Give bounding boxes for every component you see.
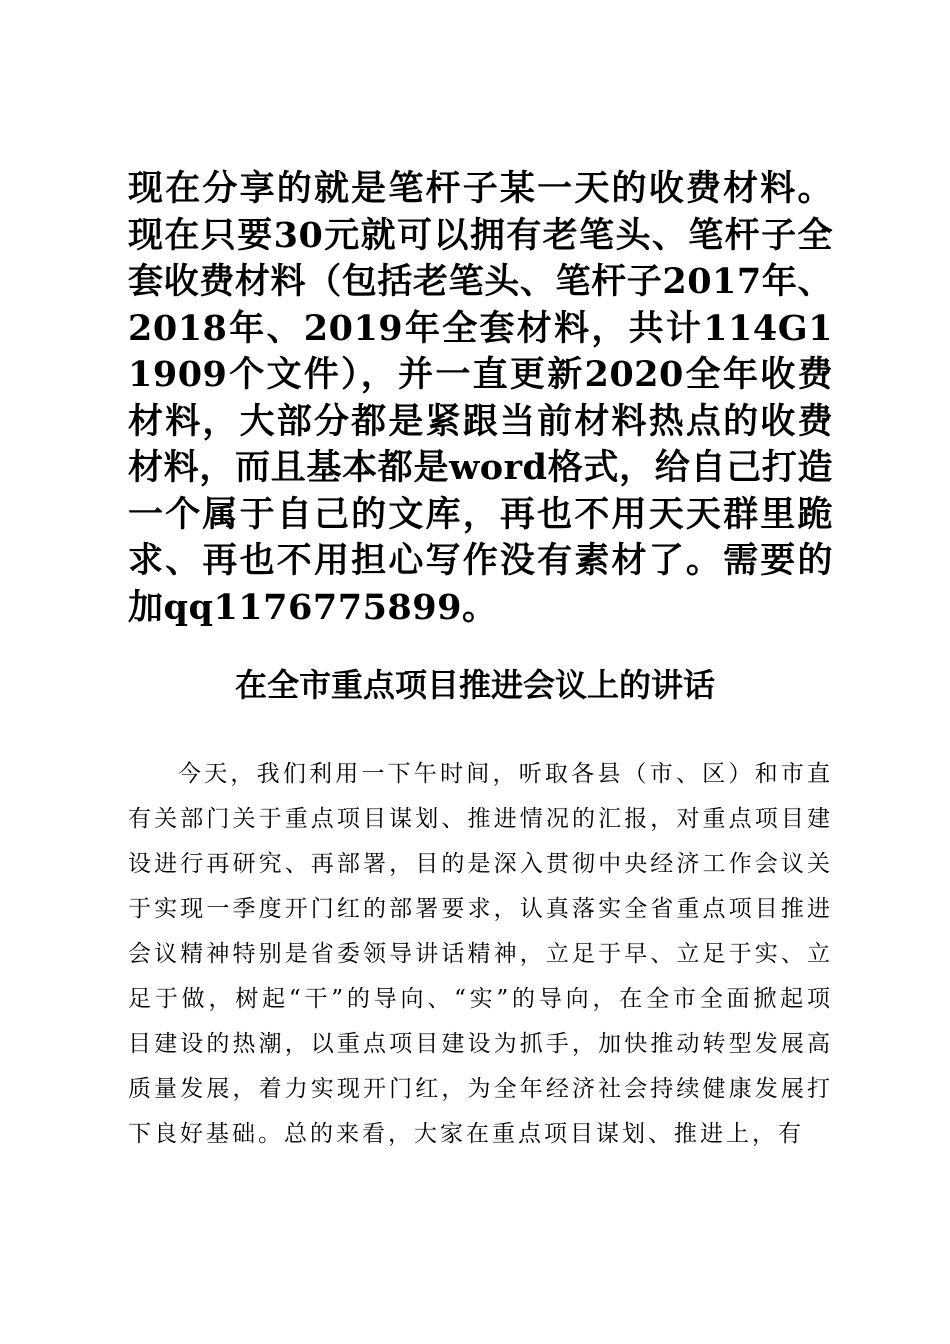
- document-title: 在全市重点项目推进会议上的讲话: [234, 666, 715, 704]
- promo-paragraph: 现在分享的就是笔杆子某一天的收费材料。现在只要30元就可以拥有老笔头、笔杆子全套收费材料（包括老笔头、笔杆子2017年、2018年、2019年全套材料，共计114G11909个文件），并一直更新2020全年收费材料，大部分都是紧跟当前材料热点的收费材料，而且基本都是word格式，给自己打造一个属于自己的文库，再也不用天天群里跪求、再也不用担心写作没有素材了。需要的加qq1176775899。: [128, 168, 833, 628]
- body-paragraph: 今天，我们利用一下午时间，听取各县（市、区）和市直有关部门关于重点项目谋划、推进情况的汇报，对重点项目建设进行再研究、再部署，目的是深入贯彻中央经济工作会议关于实现一季度开门红的部署要求，认真落实全省重点项目推进会议精神特别是省委领导讲话精神，立足于早、立足于实、立足于做，树起“干”的导向、“实”的导向，在全市全面掀起项目建设的热潮，以重点项目建设为抓手，加快推动转型发展高质量发展，着力实现开门红，为全年经济社会持续健康发展打下良好基础。总的来看，大家在重点项目谋划、推进上，有: [128, 761, 833, 1147]
